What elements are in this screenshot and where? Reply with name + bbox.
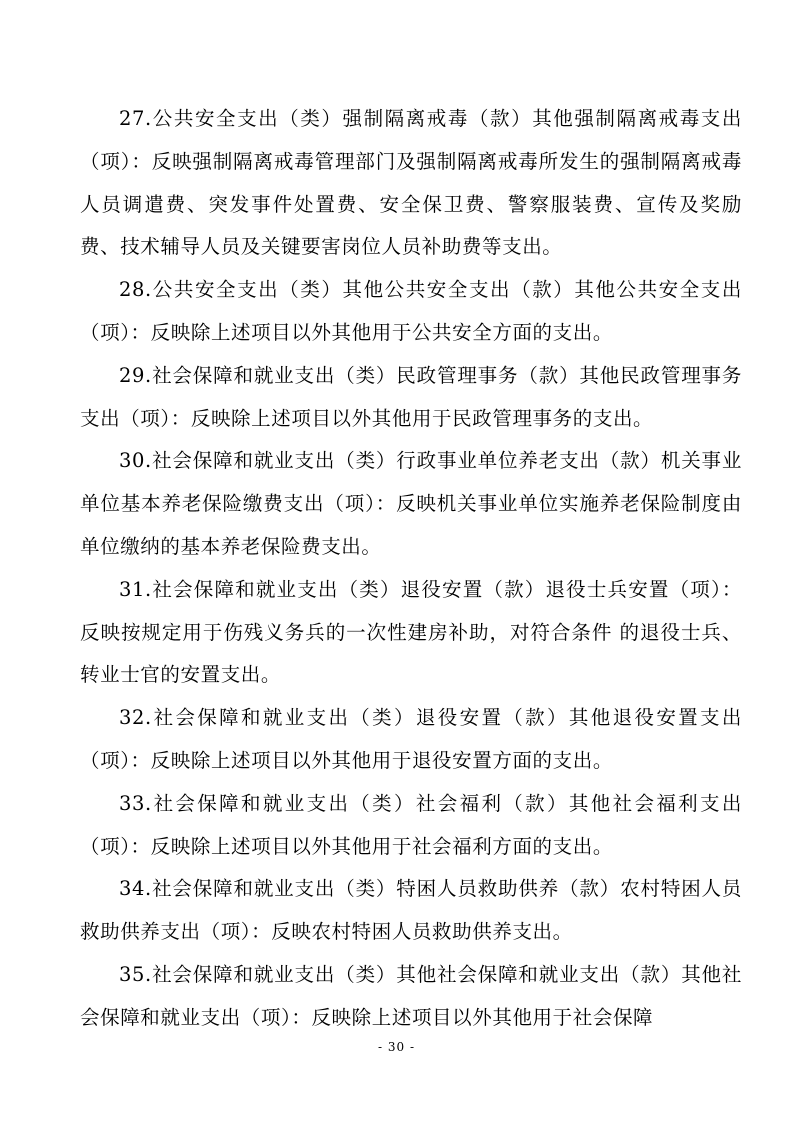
paragraph-32: [80, 697, 742, 783]
paragraph-number: 30.: [119, 449, 152, 473]
paragraph-text: 社会保障和就业支出（类）其他社会保障和就业支出（款）其他社会保障和就业支出（项）：反映除上述项目以外其他用于社会保障: [80, 962, 742, 1029]
paragraph-number: 35.: [119, 962, 152, 986]
paragraph-text: 公共安全支出（类）强制隔离戒毒（款）其他强制隔离戒毒支出（项）：反映强制隔离戒毒管理部门及强制隔离戒毒所发生的强制隔离戒毒人员调遣费、突发事件处置费、安全保卫费、警察服装费、宣传及奖励费、技术辅导人员及关键要害岗位人员补助费等支出。: [80, 107, 742, 259]
paragraph-29: [80, 355, 742, 441]
paragraph-text: 社会保障和就业支出（类）社会福利（款）其他社会福利支出（项）：反映除上述项目以外其他用于社会福利方面的支出。: [80, 791, 742, 858]
paragraph-text: 公共安全支出（类）其他公共安全支出（款）其他公共安全支出（项）：反映除上述项目以外其他用于公共安全方面的支出。: [80, 278, 742, 344]
page-number: - 30 -: [377, 1040, 415, 1054]
paragraph-31: [80, 569, 742, 697]
paragraph-text: 社会保障和就业支出（类）退役安置（款）其他退役安置支出（项）：反映除上述项目以外其他用于退役安置方面的支出。: [80, 706, 742, 772]
paragraph-number: 29.: [119, 363, 152, 387]
paragraph-35: [80, 954, 742, 1040]
paragraph-number: 27.: [119, 107, 152, 130]
paragraph-text: 社会保障和就业支出（类）特困人员救助供养（款）农村特困人员救助供养支出（项）：反映农村特困人员救助供养支出。: [80, 877, 742, 944]
paragraph-number: 33.: [119, 791, 152, 815]
paragraph-34: [80, 868, 742, 954]
paragraph-number: 31.: [119, 577, 152, 601]
paragraph-30: [80, 440, 742, 568]
paragraph-33: [80, 783, 742, 869]
paragraph-27: [80, 98, 742, 269]
paragraph-text: 社会保障和就业支出（类）退役安置（款）退役士兵安置（项）：反映按规定用于伤残义务兵的一次性建房补助，对符合条件 的退役士兵、转业士官的安置支出。: [80, 577, 742, 687]
paragraph-number: 34.: [119, 877, 152, 901]
paragraph-28: [80, 269, 742, 355]
paragraph-number: 28.: [119, 278, 152, 302]
document-body: [80, 98, 742, 1040]
paragraph-text: 社会保障和就业支出（类）行政事业单位养老支出（款）机关事业单位基本养老保险缴费支出（项）：反映机关事业单位实施养老保险制度由单位缴纳的基本养老保险费支出。: [80, 449, 742, 558]
paragraph-number: 32.: [119, 706, 152, 730]
paragraph-text: 社会保障和就业支出（类）民政管理事务（款）其他民政管理事务支出（项）：反映除上述项目以外其他用于民政管理事务的支出。: [80, 363, 742, 430]
